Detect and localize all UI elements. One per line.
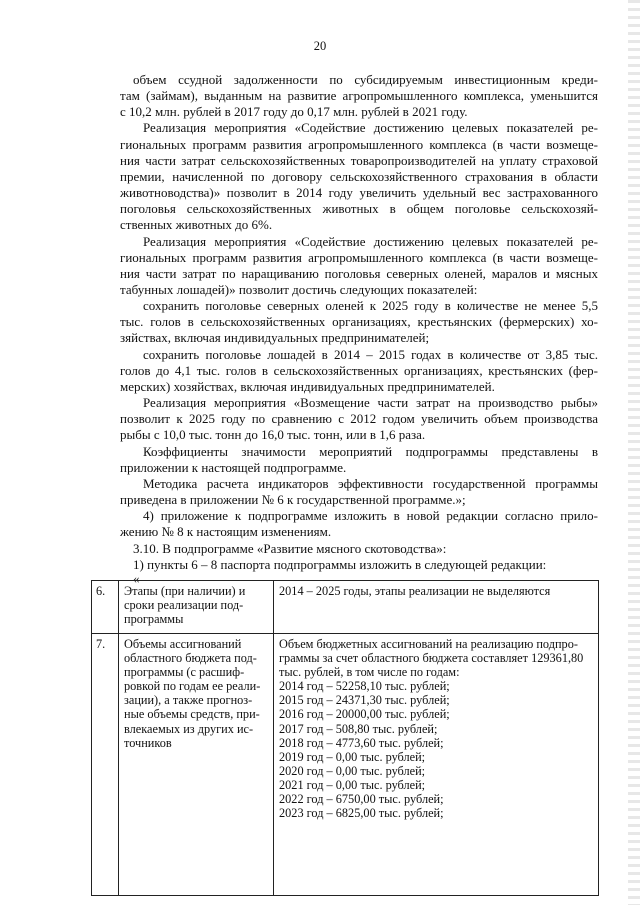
scan-edge — [628, 0, 640, 905]
body-line: с 10,2 млн. рублей в 2017 году до 0,17 млн. рублей в 2021 году. — [120, 104, 468, 119]
row-name: Этапы (при наличии) и сроки реализации под- программы — [119, 581, 274, 634]
body-line: ния части затрат сельскохозяйственных товаропроизводителей на уплату страховой — [120, 153, 598, 168]
body-line: премии, начисленной по договору сельскохозяйственного страхования в области — [120, 169, 598, 184]
body-line: 3.10. В подпрограмме «Развитие мясного скотоводства»: — [133, 541, 447, 556]
body-line: приложении к настоящей подпрограмме. — [120, 460, 347, 475]
body-line: табунных лошадей)» позволит достичь следующих показателей: — [120, 282, 478, 297]
row-value: Объем бюджетных ассигнований на реализацию подпро- граммы за счет областного бюджета составляет 129361,80 тыс. рублей, в том числе по годам: 2014 год – 52258,10 тыс. рублей; 2015 год – 24371,30 тыс. рублей; 2016 год – 20000,00 тыс. рублей; 2017 год – 508,80 тыс. рублей; 2018 год – 4773,60 тыс. рублей; 2019 год – 0,00 тыс. рублей; 2020 год – 0,00 тыс. рублей; 2021 год – 0,00 тыс. рублей; 2022 год – 6750,00 тыс. рублей; 2023 год – 6825,00 тыс. рублей; — [274, 634, 599, 896]
body-line: гиональных программ развития агропромышленного комплекса (в части возмеще- — [120, 137, 598, 152]
body-line: голов до 4,1 тыс. голов в сельскохозяйственных организациях, крестьянских (фер- — [120, 363, 598, 378]
body-line: 4) приложение к подпрограмме изложить в новой редакции согласно прило- — [143, 508, 598, 523]
body-line: Реализация мероприятия «Содействие достижению целевых показателей ре- — [143, 120, 598, 135]
body-line: там (займам), выданным на развитие агропромышленного комплекса, уменьшится — [120, 88, 598, 103]
page-number: 20 — [313, 39, 327, 53]
body-line: поголовья сельскохозяйственных животных в общем поголовье сельскохозяй- — [120, 201, 598, 216]
table-row — [92, 581, 599, 634]
body-line: зяйствах, включая индивидуальных предпринимателей; — [120, 330, 430, 345]
body-line: позволит к 2025 году по сравнению с 2012 годом увеличить объем производства — [120, 411, 598, 426]
body-line: приведена в приложении № 6 к государственной программе.»; — [120, 492, 466, 507]
body-line: животноводства)» позволит в 2014 году увеличить удельный вес застрахованного — [120, 185, 598, 200]
body-line: объем ссудной задолженности по субсидируемым инвестиционным креди- — [133, 72, 598, 87]
body-line: мерских) хозяйствах, включая индивидуальных предпринимателей. — [120, 379, 495, 394]
body-line: гиональных программ развития агропромышленного комплекса (в части возмеще- — [120, 250, 598, 265]
row-number: 7. — [92, 634, 119, 896]
table-row — [92, 634, 599, 896]
body-line: Реализация мероприятия «Содействие достижению целевых показателей ре- — [143, 234, 598, 249]
body-line: тыс. голов в сельскохозяйственных организациях, крестьянских (фермерских) хо- — [120, 314, 598, 329]
body-line: Коэффициенты значимости мероприятий подпрограммы представлены в — [143, 444, 598, 459]
row-name: Объемы ассигнований областного бюджета под- программы (с расшиф- ровкой по годам ее реали- зации), а также прогноз- ные объемы средств, при- влекаемых из других ис- точников — [119, 634, 274, 896]
body-line: сохранить поголовье северных оленей к 2025 году в количестве не менее 5,5 — [143, 298, 598, 313]
body-line: сохранить поголовье лошадей в 2014 – 2015 годах в количестве от 3,85 тыс. — [143, 347, 598, 362]
body-line: 1) пункты 6 – 8 паспорта подпрограммы изложить в следующей редакции: — [133, 557, 547, 572]
body-line: ния части затрат по наращиванию поголовья северных оленей, маралов и мясных — [120, 266, 598, 281]
row-number: 6. — [92, 581, 119, 634]
row-value: 2014 – 2025 годы, этапы реализации не выделяются — [274, 581, 599, 634]
body-line: рыбы с 10,0 тыс. тонн до 16,0 тыс. тонн, или в 1,6 раза. — [120, 427, 426, 442]
body-line: Реализация мероприятия «Возмещение части затрат на производство рыбы» — [143, 395, 598, 410]
body-line: ственных животных до 6%. — [120, 217, 273, 232]
opening-quote: « — [133, 571, 140, 586]
body-line: Методика расчета индикаторов эффективности государственной программы — [143, 476, 598, 491]
passport-table — [91, 580, 599, 896]
body-line: жению № 8 к настоящим изменениям. — [120, 524, 332, 539]
